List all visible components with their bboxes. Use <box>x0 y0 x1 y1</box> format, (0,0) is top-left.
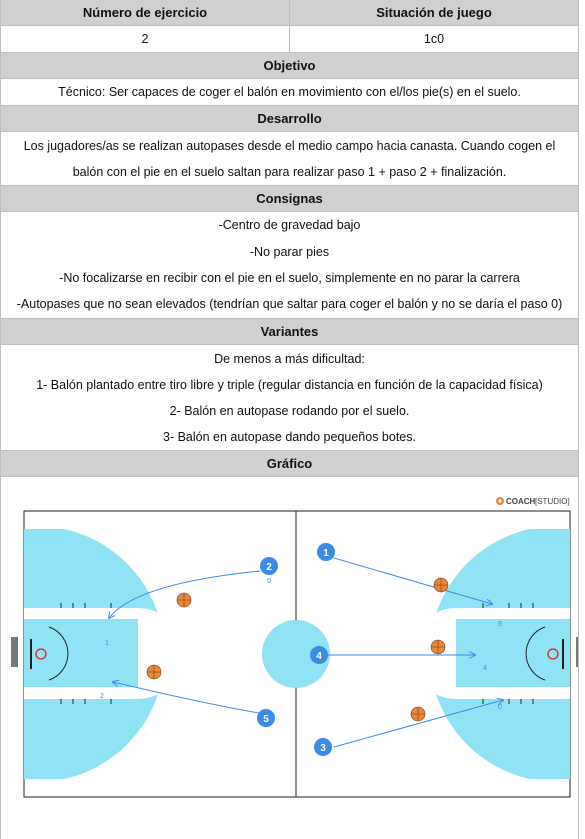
left-key <box>24 619 138 687</box>
grafico-title: Gráfico <box>1 451 578 477</box>
variante-item: 1- Balón plantado entre tiro libre y triple (regular distancia en función de la capacidad física) <box>36 377 543 392</box>
variantes-title: Variantes <box>1 319 578 345</box>
consigna-item: -No parar pies <box>249 244 330 259</box>
objetivo-text: Técnico: Ser capaces de coger el balón en movimiento con el/los pie(s) en el suelo. <box>58 85 521 99</box>
ball-icon <box>434 578 448 592</box>
logo-suffix: [STUDIO] <box>535 497 570 506</box>
right-backboard-support <box>576 637 578 667</box>
coach-studio-logo <box>496 497 570 506</box>
variantes-intro: De menos a más dificultad: <box>214 351 365 366</box>
consignas-row <box>1 212 578 319</box>
header-game-situation: Situación de juego <box>289 0 578 25</box>
ball-icon <box>147 665 161 679</box>
desarrollo-title: Desarrollo <box>1 106 578 132</box>
step-mark: 2 <box>100 693 104 700</box>
consigna-item: -No focalizarse en recibir con el pie en el suelo, simplemente en no parar la carrera <box>59 271 520 285</box>
logo-text: COACH <box>506 497 536 506</box>
svg-text:5: 5 <box>263 714 269 725</box>
player-1 <box>317 543 335 561</box>
player-4 <box>310 646 328 664</box>
objetivo-title: Objetivo <box>1 53 578 79</box>
left-backboard-support <box>11 637 18 667</box>
ball-icon <box>177 593 191 607</box>
svg-text:4: 4 <box>316 651 322 662</box>
exercise-number-value: 2 <box>141 32 149 46</box>
step-mark: 0 <box>498 704 502 711</box>
player-2 <box>260 557 278 575</box>
desarrollo-line-2: balón con el pie en el suelo saltan para realizar paso 1 + paso 2 + finalización. <box>72 164 507 179</box>
right-key <box>456 619 570 687</box>
basketball-court <box>1 477 578 839</box>
header-exercise-number: Número de ejercicio <box>82 5 208 20</box>
consigna-item: -Autopases que no sean elevados (tendrían que saltar para coger el balón y no se daría el paso 0) <box>16 297 563 312</box>
desarrollo-row <box>1 132 578 186</box>
step-mark: 1 <box>105 640 109 647</box>
step-mark: 0 <box>267 578 271 585</box>
step-mark: 5 <box>498 621 502 628</box>
svg-text:1: 1 <box>323 548 329 559</box>
game-situation-value: 1c0 <box>289 26 578 52</box>
objetivo-row <box>1 79 578 106</box>
consigna-item: -Centro de gravedad bajo <box>218 218 361 233</box>
svg-text:2: 2 <box>266 562 272 573</box>
court-graphic <box>1 477 578 839</box>
svg-text:3: 3 <box>320 743 326 754</box>
values-row <box>1 26 578 53</box>
player-3 <box>314 738 332 756</box>
step-mark: 4 <box>483 665 487 672</box>
variante-item: 2- Balón en autopase rodando por el suelo. <box>169 403 410 418</box>
variantes-row <box>1 345 578 451</box>
ball-icon <box>411 707 425 721</box>
player-5 <box>257 709 275 727</box>
desarrollo-line-1: Los jugadores/as se realizan autopases desde el medio campo hacia canasta. Cuando cogen el <box>23 138 556 153</box>
consignas-title: Consignas <box>1 186 578 212</box>
header-row <box>1 0 578 26</box>
variante-item: 3- Balón en autopase dando pequeños botes. <box>163 429 416 444</box>
ball-icon <box>431 640 445 654</box>
